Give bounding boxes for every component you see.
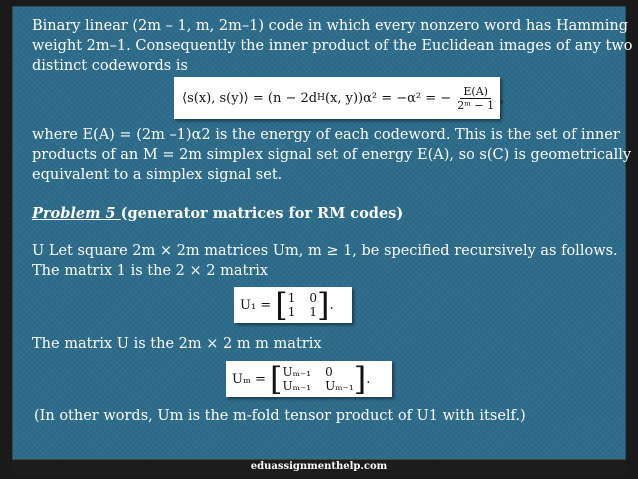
paragraph-3-line-1: U Let square 2m × 2m matrices Um, m ≥ 1, be specified recursively as follows.	[32, 243, 618, 259]
slide	[12, 6, 633, 468]
um-matrix	[282, 365, 353, 393]
u1-matrix	[288, 291, 317, 319]
inner-product-equation	[174, 77, 505, 119]
problem-subtitle: (generator matrices for RM codes)	[120, 205, 404, 222]
paragraph-2-line-1: where E(A) = (2m –1)α2 is the energy of each codeword. This is the set of inner	[32, 127, 620, 143]
paragraph-4: The matrix U is the 2m × 2 m m matrix	[32, 336, 322, 352]
paragraph-2-line-3: equivalent to a simplex signal set.	[32, 167, 283, 183]
u1-cell: 1	[287, 291, 296, 305]
um-cell: Uₘ₋₁	[282, 365, 312, 379]
equation-1-denominator: 2ᵐ − 1	[457, 98, 495, 112]
problem-heading	[32, 204, 403, 224]
u1-matrix-equation: U₁ = [ 1 0 1 1 ] .	[234, 287, 352, 323]
paragraph-1-line-2: weight 2m–1. Consequently the inner product of the Euclidean images of any two	[32, 38, 633, 54]
footer-website: eduassignmenthelp.com	[250, 461, 388, 472]
um-cell: Uₘ₋₁	[282, 379, 312, 393]
paragraph-2-line-2: products of an M = 2m simplex signal set of energy E(A), so s(C) is geometrically	[32, 147, 632, 163]
equation-2-end: .	[329, 297, 334, 313]
paragraph-3-line-2: The matrix 1 is the 2 × 2 matrix	[32, 263, 269, 279]
equation-2-lhs: U₁ =	[240, 297, 272, 313]
u1-cell: 1	[287, 305, 296, 319]
equation-1-fraction	[454, 85, 497, 112]
equation-3-lhs: Uₘ =	[232, 371, 266, 387]
paragraph-1-line-3: distinct codewords is	[32, 58, 188, 74]
um-cell: Uₘ₋₁	[325, 379, 354, 393]
um-matrix-equation: Uₘ = [ Uₘ₋₁ 0 Uₘ₋₁ Uₘ₋₁ ] .	[226, 361, 392, 397]
equation-1-sub: H	[317, 93, 325, 103]
footer-bar	[12, 459, 626, 474]
equation-1-lhs: ⟨s(x), s(y)⟩ = (n − 2d	[182, 90, 318, 106]
equation-1-end: ,	[500, 90, 505, 106]
paragraph-5: (In other words, Um is the m-fold tensor product of U1 with itself.)	[34, 408, 526, 424]
equation-1-mid: (x, y))α² = −α² = −	[324, 90, 452, 106]
u1-cell: 1	[309, 305, 317, 319]
u1-cell: 0	[309, 291, 317, 305]
equation-3-end: .	[366, 371, 371, 387]
equation-1-numerator: E(A)	[460, 85, 491, 99]
paragraph-1-line-1: Binary linear (2m – 1, m, 2m–1) code in which every nonzero word has Hamming	[32, 18, 629, 34]
problem-title: Problem 5	[32, 205, 121, 222]
um-cell: 0	[325, 365, 333, 379]
